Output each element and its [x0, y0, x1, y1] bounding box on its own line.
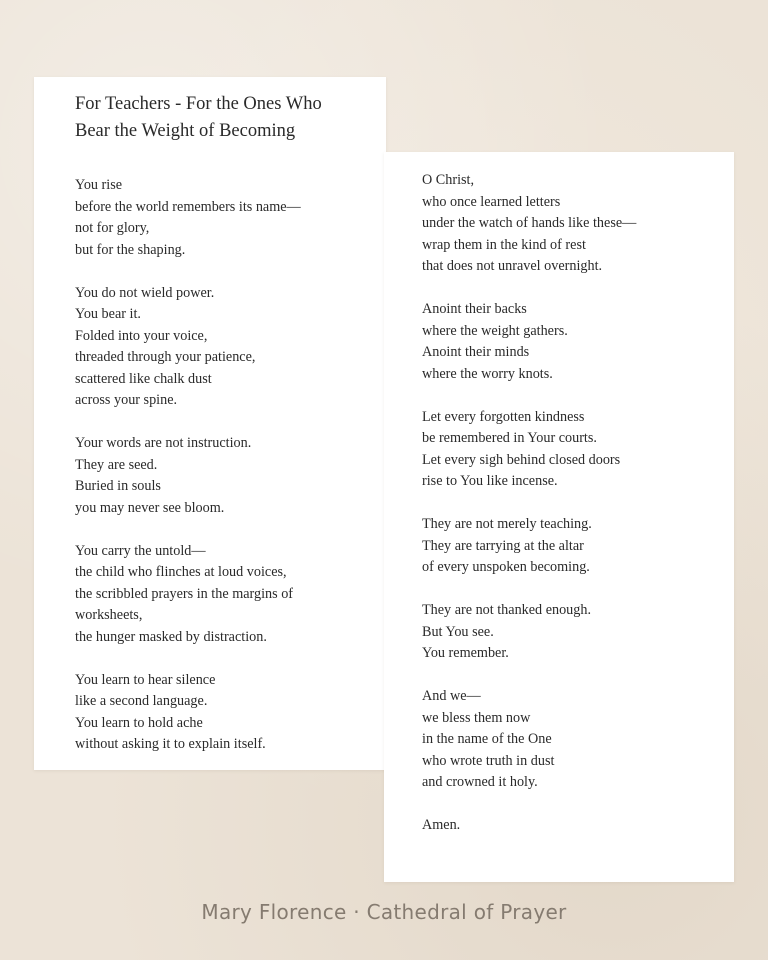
poem-line: of every unspoken becoming.	[422, 559, 590, 575]
poem-line: in the name of the One	[422, 731, 552, 747]
poem-line: be remembered in Your courts.	[422, 430, 597, 446]
left-stanza-3	[75, 433, 375, 519]
poem-line: And we—	[422, 688, 481, 704]
poem-line: but for the shaping.	[75, 241, 186, 258]
poem-line: we bless them now	[422, 709, 531, 726]
poem-line: before the world remembers its name—	[75, 198, 301, 215]
right-stanza-3	[422, 407, 722, 493]
poem-title	[75, 91, 375, 145]
poem-line: that does not unravel overnight.	[422, 258, 603, 274]
poem-line: not for glory,	[75, 220, 150, 236]
poem-line: worksheets,	[75, 607, 143, 623]
right-stanza-2	[422, 299, 722, 385]
right-stanza-1	[422, 170, 722, 278]
title-line-1: For Teachers - For the Ones Who	[75, 94, 322, 114]
poem-card-right	[384, 152, 734, 882]
poem-line: Buried in souls	[75, 478, 161, 494]
right-stanza-7	[422, 815, 722, 837]
poem-line: But You see.	[422, 623, 494, 640]
poem-line: who once learned letters	[422, 193, 561, 210]
poem-line: They are seed.	[75, 456, 158, 473]
poem-line: You rise	[75, 177, 123, 193]
poem-line: Amen.	[422, 817, 461, 833]
title-line-2: Bear the Weight of Becoming	[75, 121, 296, 141]
poem-line: They are not thanked enough.	[422, 602, 592, 618]
poem-line: You learn to hear silence	[75, 671, 216, 688]
poem-line: They are not merely teaching.	[422, 516, 592, 532]
poem-right-body	[422, 170, 722, 858]
poem-line: threaded through your patience,	[75, 349, 256, 365]
poem-line: you may never see bloom.	[75, 499, 225, 516]
poem-line: They are tarrying at the altar	[422, 537, 584, 554]
poem-line: Your words are not instruction.	[75, 435, 252, 451]
poem-line: You do not wield power.	[75, 284, 215, 301]
left-stanza-1	[75, 175, 375, 261]
poem-line: the child who flinches at loud voices,	[75, 564, 287, 580]
poem-line: You bear it.	[75, 306, 141, 322]
poem-line: who wrote truth in dust	[422, 752, 555, 769]
poem-line: Let every sigh behind closed doors	[422, 451, 621, 468]
poem-line: where the worry knots.	[422, 365, 553, 382]
poem-line: O Christ,	[422, 172, 475, 188]
left-stanza-4	[75, 541, 375, 649]
poem-line: Anoint their backs	[422, 301, 527, 317]
poem-line: under the watch of hands like these—	[422, 215, 637, 231]
poem-line: wrap them in the kind of rest	[422, 236, 586, 253]
poem-line: the scribbled prayers in the margins of	[75, 585, 294, 602]
poem-line: You learn to hold ache	[75, 714, 203, 731]
right-stanza-5	[422, 600, 722, 665]
poem-line: You remember.	[422, 645, 509, 661]
poem-line: Anoint their minds	[422, 344, 530, 360]
poem-line: where the weight gathers.	[422, 322, 568, 339]
author-footer: Mary Florence · Cathedral of Prayer	[201, 900, 567, 924]
poem-line: like a second language.	[75, 693, 208, 709]
left-stanza-5	[75, 670, 375, 756]
right-stanza-6	[422, 686, 722, 794]
poem-left-body	[75, 175, 375, 777]
poem-line: Folded into your voice,	[75, 327, 208, 344]
left-stanza-2	[75, 283, 375, 412]
poem-line: across your spine.	[75, 392, 178, 408]
poem-card-left	[34, 77, 386, 770]
poem-line: and crowned it holy.	[422, 774, 538, 790]
poem-line: scattered like chalk dust	[75, 370, 212, 387]
poem-line: without asking it to explain itself.	[75, 736, 266, 752]
poem-line: Let every forgotten kindness	[422, 408, 585, 425]
poem-line: rise to You like incense.	[422, 473, 558, 489]
poem-line: You carry the untold—	[75, 542, 206, 559]
poem-line: the hunger masked by distraction.	[75, 628, 267, 645]
right-stanza-4	[422, 514, 722, 579]
